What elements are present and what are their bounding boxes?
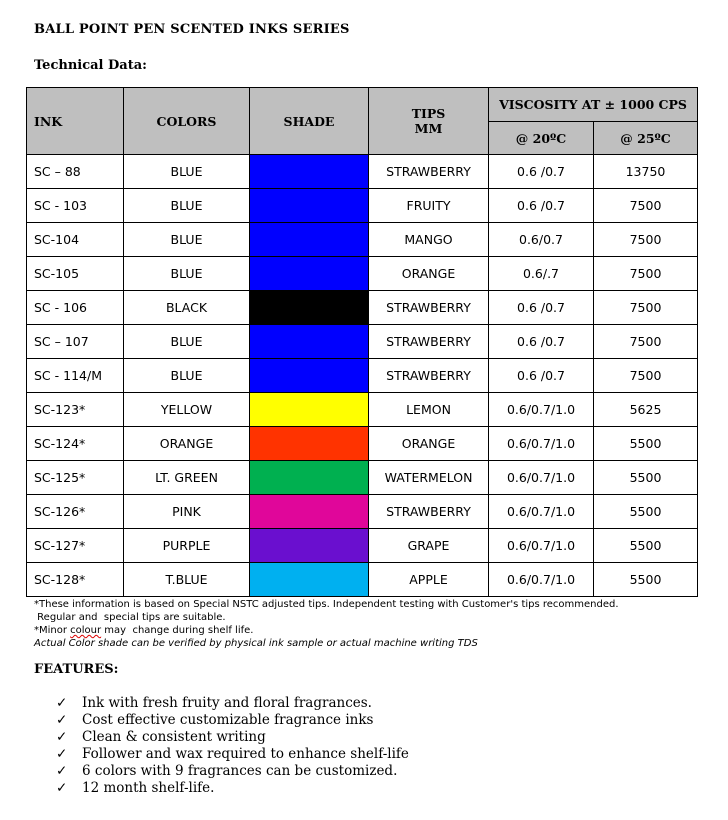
feature-item [56,695,409,712]
header-colors: COLORS [124,88,250,155]
color-cell: BLUE [124,257,250,291]
technical-data-table [26,87,698,597]
technical-data-heading: Technical Data: [34,58,147,73]
feature-item [56,712,409,729]
feature-text: 12 month shelf-life. [82,780,215,796]
table-row [27,189,698,223]
fragrance-cell: STRAWBERRY [369,325,489,359]
shade-swatch [250,359,369,393]
viscosity-cell: 5500 [594,427,698,461]
checkmark-icon: ✓ [56,729,68,745]
color-cell: PURPLE [124,529,250,563]
viscosity-cell: 5500 [594,529,698,563]
fragrance-cell: STRAWBERRY [369,495,489,529]
ink-cell: SC-104 [27,223,124,257]
fragrance-cell: STRAWBERRY [369,155,489,189]
feature-item [56,746,409,763]
footnote-shelf-life-post: may change during shelf life. [101,625,254,636]
ink-cell: SC-126* [27,495,124,529]
tips-cell: 0.6/0.7/1.0 [489,563,594,597]
ink-cell: SC - 114/M [27,359,124,393]
table-row [27,223,698,257]
features-list [56,695,409,797]
checkmark-icon: ✓ [56,780,68,796]
tips-cell: 0.6 /0.7 [489,359,594,393]
header-at-25c: @ 25ºC [594,122,698,155]
viscosity-cell: 13750 [594,155,698,189]
ink-cell: SC – 88 [27,155,124,189]
shade-swatch [250,291,369,325]
checkmark-icon: ✓ [56,763,68,779]
footnote-testing: *These information is based on Special NSTC adjusted tips. Independent testing with Customer's tips recommended. [34,599,619,610]
fragrance-cell: STRAWBERRY [369,359,489,393]
fragrance-cell: STRAWBERRY [369,291,489,325]
ink-cell: SC-105 [27,257,124,291]
viscosity-cell: 5500 [594,495,698,529]
table-row [27,461,698,495]
viscosity-cell: 7500 [594,223,698,257]
feature-text: Cost effective customizable fragrance inks [82,712,374,728]
header-ink: INK [27,88,124,155]
ink-cell: SC - 106 [27,291,124,325]
feature-text: Clean & consistent writing [82,729,266,745]
fragrance-cell: MANGO [369,223,489,257]
feature-item [56,729,409,746]
header-tips-line2: MM [414,121,443,136]
color-cell: YELLOW [124,393,250,427]
tips-cell: 0.6 /0.7 [489,325,594,359]
color-cell: BLUE [124,155,250,189]
ink-cell: SC – 107 [27,325,124,359]
tips-cell: 0.6/0.7 [489,223,594,257]
tips-cell: 0.6/0.7/1.0 [489,427,594,461]
ink-cell: SC-127* [27,529,124,563]
header-shade: SHADE [250,88,369,155]
tips-cell: 0.6/.7 [489,257,594,291]
color-cell: ORANGE [124,427,250,461]
shade-swatch [250,427,369,461]
header-at-20c: @ 20ºC [489,122,594,155]
color-cell: BLACK [124,291,250,325]
footnote-tips: Regular and special tips are suitable. [34,612,226,623]
table-row [27,325,698,359]
fragrance-cell: FRUITY [369,189,489,223]
fragrance-cell: ORANGE [369,257,489,291]
viscosity-cell: 5500 [594,563,698,597]
fragrance-cell: GRAPE [369,529,489,563]
shade-swatch [250,563,369,597]
ink-cell: SC - 103 [27,189,124,223]
tips-cell: 0.6 /0.7 [489,155,594,189]
color-cell: PINK [124,495,250,529]
viscosity-cell: 7500 [594,325,698,359]
header-tips-line1: TIPS [411,106,446,121]
shade-swatch [250,325,369,359]
feature-item [56,763,409,780]
color-cell: BLUE [124,189,250,223]
table-row [27,359,698,393]
table-row [27,529,698,563]
viscosity-cell: 7500 [594,257,698,291]
footnote-shade-verification: Actual Color shade can be verified by physical ink sample or actual machine writing TDS [34,638,478,649]
footnote-colour-word: colour [70,625,102,636]
footnote-shelf-life-pre: *Minor [34,625,71,636]
ink-cell: SC-123* [27,393,124,427]
feature-item [56,780,409,797]
color-cell: BLUE [124,325,250,359]
fragrance-cell: LEMON [369,393,489,427]
shade-swatch [250,223,369,257]
tips-cell: 0.6/0.7/1.0 [489,495,594,529]
viscosity-cell: 5500 [594,461,698,495]
shade-swatch [250,529,369,563]
table-row [27,291,698,325]
ink-cell: SC-124* [27,427,124,461]
shade-swatch [250,155,369,189]
viscosity-cell: 7500 [594,359,698,393]
ink-cell: SC-125* [27,461,124,495]
fragrance-cell: ORANGE [369,427,489,461]
feature-text: Ink with fresh fruity and floral fragrances. [82,695,372,711]
features-heading: FEATURES: [34,662,119,677]
fragrance-cell: WATERMELON [369,461,489,495]
header-viscosity: VISCOSITY AT ± 1000 CPS [489,88,698,122]
checkmark-icon: ✓ [56,746,68,762]
shade-swatch [250,495,369,529]
table-footnotes [34,598,694,650]
footnote-shelf-life [34,624,694,637]
checkmark-icon: ✓ [56,712,68,728]
tips-cell: 0.6 /0.7 [489,291,594,325]
ink-cell: SC-128* [27,563,124,597]
color-cell: BLUE [124,359,250,393]
viscosity-cell: 5625 [594,393,698,427]
table-row [27,393,698,427]
table-row [27,563,698,597]
tips-cell: 0.6/0.7/1.0 [489,393,594,427]
checkmark-icon: ✓ [56,695,68,711]
table-row [27,257,698,291]
shade-swatch [250,393,369,427]
tips-cell: 0.6/0.7/1.0 [489,529,594,563]
feature-text: Follower and wax required to enhance shelf-life [82,746,409,762]
header-tips [369,88,489,155]
color-cell: LT. GREEN [124,461,250,495]
tips-cell: 0.6 /0.7 [489,189,594,223]
table-row [27,495,698,529]
feature-text: 6 colors with 9 fragrances can be customized. [82,763,398,779]
fragrance-cell: APPLE [369,563,489,597]
color-cell: BLUE [124,223,250,257]
shade-swatch [250,461,369,495]
table-row [27,427,698,461]
shade-swatch [250,189,369,223]
viscosity-cell: 7500 [594,189,698,223]
color-cell: T.BLUE [124,563,250,597]
tips-cell: 0.6/0.7/1.0 [489,461,594,495]
document-title: BALL POINT PEN SCENTED INKS SERIES [34,22,350,37]
table-row [27,155,698,189]
viscosity-cell: 7500 [594,291,698,325]
shade-swatch [250,257,369,291]
